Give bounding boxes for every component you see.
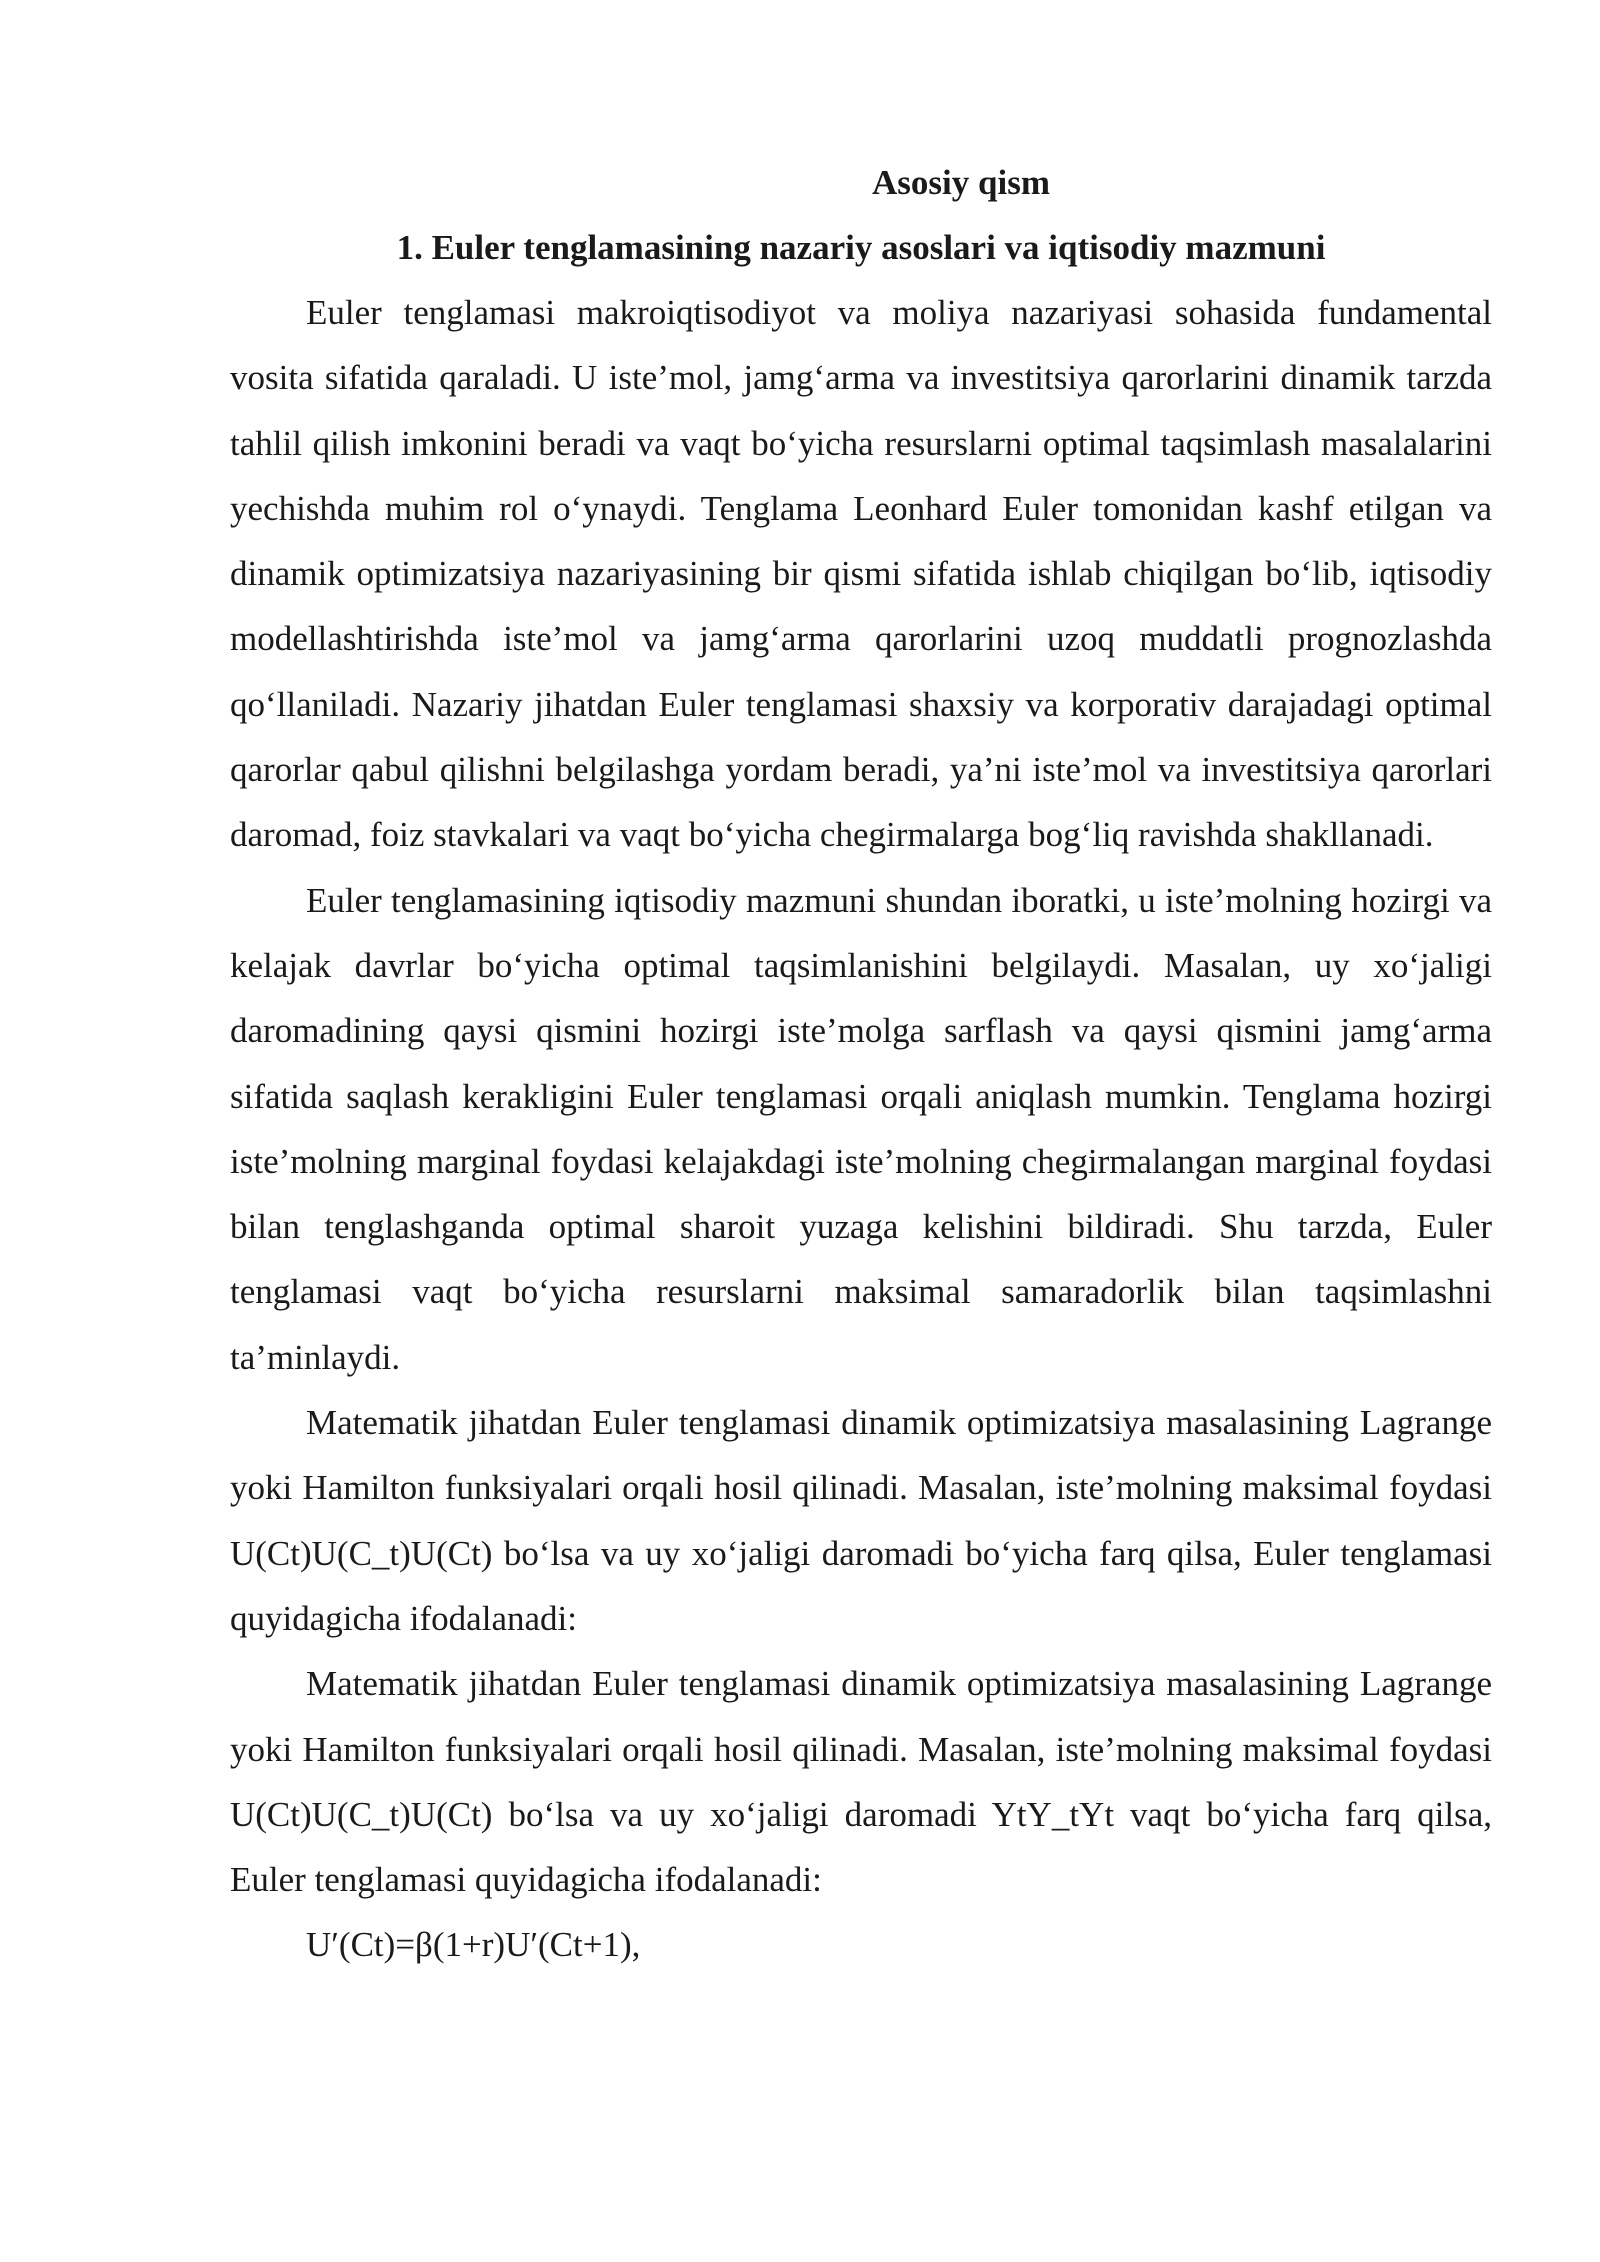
page-content [230, 150, 1492, 1978]
paragraph-economic-meaning: Euler tenglamasining iqtisodiy mazmuni shundan iboratki, u iste’molning hozirgi va kelajak davrlar bo‘yicha optimal taqsimlanishini belgilaydi. Masalan, uy xo‘jaligi daromadining qaysi qismini hozirgi iste’molga sarflash va qaysi qismini jamg‘arma sifatida saqlash kerakligini Euler tenglamasi orqali aniqlash mumkin. Tenglama hozirgi iste’molning marginal foydasi kelajakdagi iste’molning chegirmalangan marginal foydasi bilan tenglashganda optimal sharoit yuzaga kelishini bildiradi. Shu tarzda, Euler tenglamasi vaqt bo‘yicha resurslarni maksimal samaradorlik bilan taqsimlashni ta’minlaydi. [230, 880, 1492, 1377]
paragraph-intro: Euler tenglamasi makroiqtisodiyot va moliya nazariyasi sohasida fundamental vosita sifatida qaraladi. U iste’mol, jamg‘arma va investitsiya qarorlarini dinamik tarzda tahlil qilish imkonini beradi va vaqt bo‘yicha resurslarni optimal taqsimlash masalalarini yechishda muhim rol o‘ynaydi. Tenglama Leonhard Euler tomonidan kashf etilgan va dinamik optimizatsiya nazariyasining bir qismi sifatida ishlab chiqilgan bo‘lib, iqtisodiy modellashtirishda iste’mol va jamg‘arma qarorlarini uzoq muddatli prognozlashda qo‘llaniladi. Nazariy jihatdan Euler tenglamasi shaxsiy va korporativ darajadagi optimal qarorlar qabul qilishni belgilashga yordam beradi, ya’ni iste’mol va investitsiya qarorlari daromad, foiz stavkalari va vaqt bo‘yicha chegirmalarga bog‘liq ravishda shakllanadi. [230, 293, 1492, 855]
paragraph-math-1: Matematik jihatdan Euler tenglamasi dinamik optimizatsiya masalasining Lagrange yoki Hamilton funksiyalari orqali hosil qilinadi. Masalan, iste’molning maksimal foydasi U(Ct)U(C_t)U(Ct) bo‘lsa va uy xo‘jaligi daromadi bo‘yicha farq qilsa, Euler tenglamasi quyidagicha ifodalanadi: [230, 1403, 1492, 1638]
equation-line: U′(Ct)=β(1+r)U′(Ct+1), [306, 1925, 641, 1965]
subsection-title: 1. Euler tenglamasining nazariy asoslari va iqtisodiy mazmuni [396, 228, 1326, 267]
section-title: Asosiy qism [872, 163, 1050, 202]
paragraph-math-2: Matematik jihatdan Euler tenglamasi dinamik optimizatsiya masalasining Lagrange yoki Hamilton funksiyalari orqali hosil qilinadi. Masalan, iste’molning maksimal foydasi U(Ct)U(C_t)U(Ct) bo‘lsa va uy xo‘jaligi daromadi YtY_tYt vaqt bo‘yicha farq qilsa, Euler tenglamasi quyidagicha ifodalanadi: [230, 1664, 1492, 1900]
